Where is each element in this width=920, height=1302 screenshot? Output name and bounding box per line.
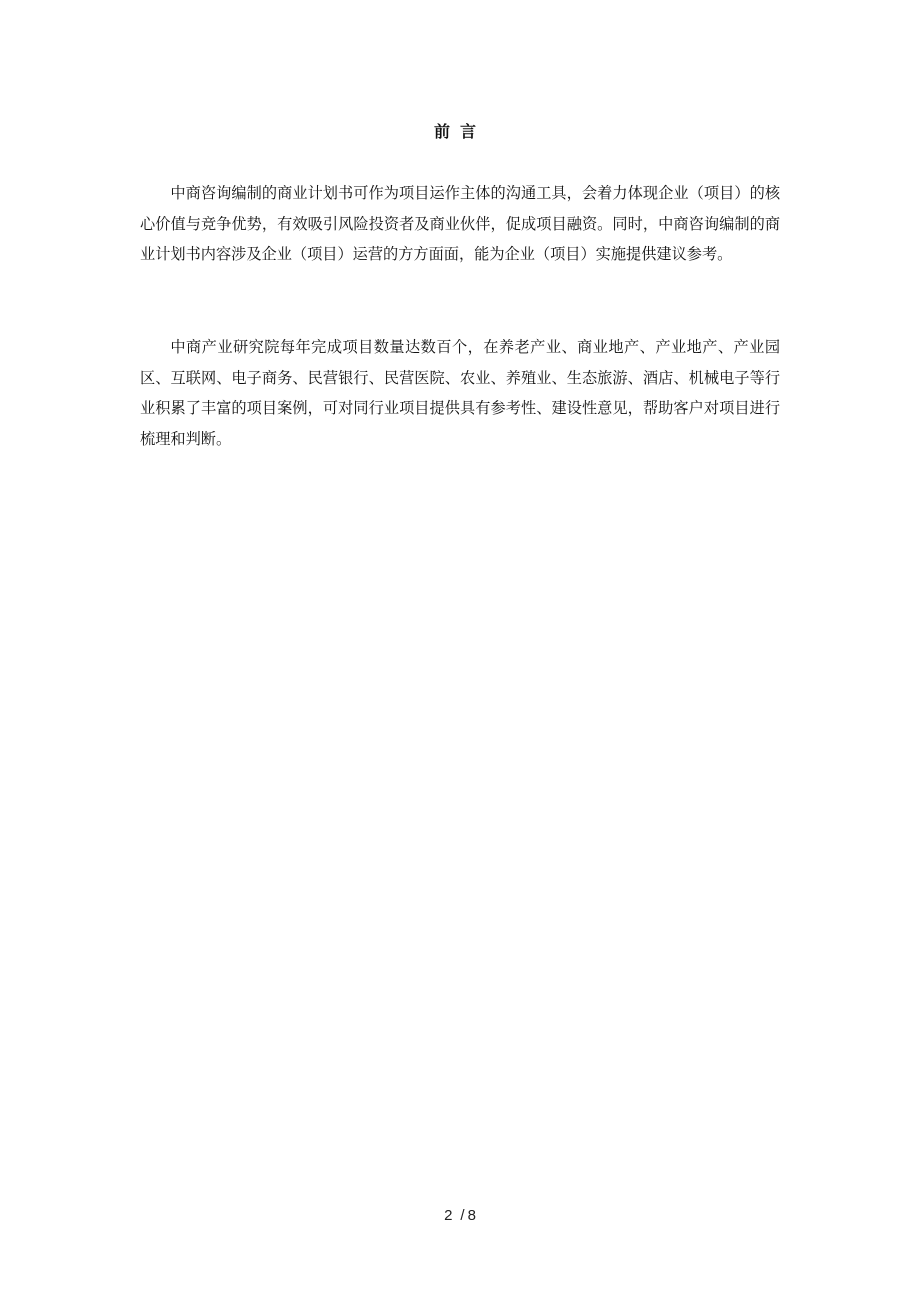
page-total: 8 <box>467 1207 476 1224</box>
paragraph-2-block <box>140 332 780 454</box>
paragraph-1: 中商咨询编制的商业计划书可作为项目运作主体的沟通工具，会着力体现企业（项目）的核心价值与竞争优势，有效吸引风险投资者及商业伙伴，促成项目融资。同时，中商咨询编制的商业计划书内容涉及企业（项目）运营的方方面面，能为企业（项目）实施提供建议参考。 <box>140 184 780 263</box>
paragraph-2: 中商产业研究院每年完成项目数量达数百个，在养老产业、商业地产、产业地产、产业园区、互联网、电子商务、民营银行、民营医院、农业、养殖业、生态旅游、酒店、机械电子等行业积累了丰富的项目案例，可对同行业项目提供具有参考性、建设性意见，帮助客户对项目进行梳理和判断。 <box>140 338 780 448</box>
page-number: 2 <box>444 1207 453 1224</box>
page-footer <box>0 1205 920 1227</box>
page-title: 前言 <box>433 122 486 141</box>
paragraph-1-block <box>140 178 780 270</box>
page-separator: / <box>460 1207 465 1224</box>
